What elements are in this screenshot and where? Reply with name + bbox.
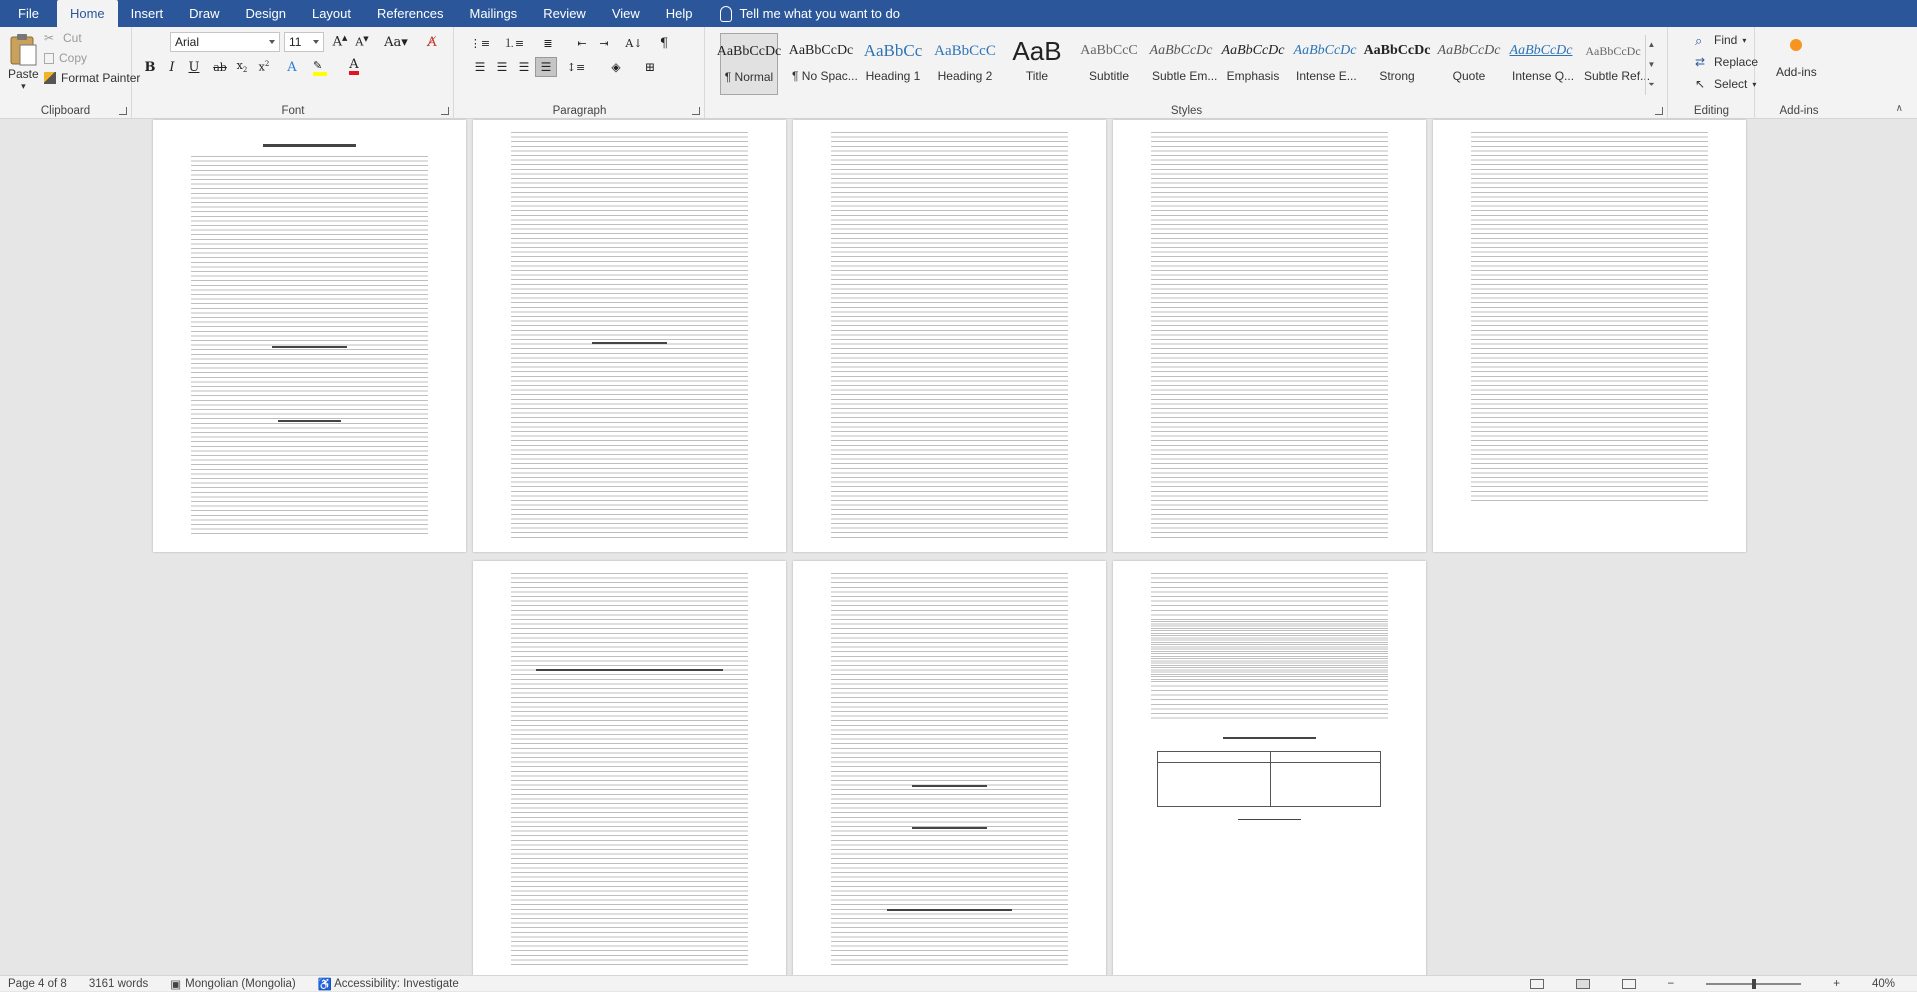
zoom-slider-thumb[interactable] <box>1752 979 1756 989</box>
italic-icon: I <box>169 59 175 75</box>
page-text-block <box>1471 132 1708 504</box>
justify-button[interactable] <box>535 57 557 77</box>
clipboard-group <box>0 27 141 119</box>
tab-mailings[interactable]: Mailings <box>469 6 518 21</box>
change-case-icon: Aa▾ <box>384 34 408 50</box>
web-layout-icon[interactable] <box>1622 979 1636 989</box>
show-formatting-button[interactable] <box>653 33 675 53</box>
paragraph-group <box>455 27 705 119</box>
addins-button[interactable] <box>1776 35 1817 79</box>
document-page[interactable] <box>1113 120 1426 552</box>
decrease-indent-icon: ⇤ <box>577 36 587 50</box>
justify-icon: ☰ <box>540 60 552 74</box>
style-normal[interactable] <box>716 33 782 95</box>
language-indicator[interactable]: Mongolian (Mongolia) <box>185 977 296 990</box>
shrink-font-button[interactable] <box>351 32 373 52</box>
document-page[interactable] <box>1113 561 1426 981</box>
paste-icon <box>8 33 38 67</box>
text-effects-icon: A <box>287 59 297 75</box>
style-strong[interactable] <box>1363 33 1431 95</box>
page-text-block <box>1151 132 1388 538</box>
numbering-icon: ⒈≡ <box>503 37 525 50</box>
underline-icon: U <box>188 59 200 75</box>
strikethrough-button[interactable] <box>209 57 231 77</box>
ribbon <box>0 27 1917 119</box>
tab-review[interactable]: Review <box>543 6 586 21</box>
align-right-icon: ☰ <box>518 60 530 74</box>
page-text-block <box>511 132 748 538</box>
cut-button[interactable] <box>44 31 82 45</box>
clipboard-group-label: Clipboard <box>40 105 91 117</box>
style-sample: AaBbCcC <box>934 42 996 59</box>
style-heading-1[interactable] <box>864 33 922 95</box>
style-heading-2[interactable] <box>936 33 994 95</box>
paragraph-launcher-icon[interactable] <box>692 107 700 115</box>
file-tab[interactable]: File <box>18 6 39 21</box>
section-heading-block <box>536 669 724 671</box>
superscript-icon: $x^2$ <box>258 60 270 74</box>
find-button[interactable]: ⌕ Find ▾ <box>1695 33 1747 48</box>
borders-button[interactable] <box>639 57 661 77</box>
accessibility-status[interactable]: Accessibility: Investigate <box>334 977 459 990</box>
sort-icon: A↓ <box>625 36 643 50</box>
page-heading-block <box>263 144 357 147</box>
bold-button[interactable] <box>139 57 161 77</box>
clear-formatting-icon: A̸ <box>427 34 437 50</box>
tell-me-text: Tell me what you want to do <box>739 6 900 21</box>
document-page[interactable] <box>1433 120 1746 552</box>
document-canvas[interactable] <box>0 120 1917 975</box>
tab-insert[interactable]: Insert <box>130 6 164 21</box>
font-launcher-icon[interactable] <box>441 107 449 115</box>
replace-icon: ⇄ <box>1695 55 1706 69</box>
font-family-value: Arial <box>175 35 200 49</box>
addins-group-label: Add-ins <box>1779 105 1819 117</box>
align-center-icon: ☰ <box>496 60 508 74</box>
format-painter-button[interactable] <box>44 71 140 85</box>
menu-bar <box>0 0 1917 27</box>
style-label: Title <box>1025 69 1049 83</box>
underline-button[interactable] <box>183 57 205 77</box>
style-label: Intense E... <box>1296 69 1357 83</box>
styles-launcher-icon[interactable] <box>1655 107 1663 115</box>
zoom-level[interactable]: 40% <box>1871 978 1895 990</box>
highlighter-icon: ✎ <box>313 59 327 76</box>
font-size-dropdown[interactable] <box>284 32 324 52</box>
increase-indent-button[interactable] <box>593 33 615 53</box>
sort-button[interactable] <box>623 33 645 53</box>
style-sample: AaBbCcDc <box>1293 43 1357 58</box>
style-quote[interactable] <box>1437 33 1501 95</box>
font-group-label: Font <box>281 105 305 117</box>
replace-label: Replace <box>1714 55 1759 69</box>
document-page[interactable] <box>153 120 466 552</box>
find-label: Find <box>1714 33 1738 47</box>
style-label: Subtle Ref... <box>1584 69 1651 83</box>
align-left-icon: ☰ <box>474 60 486 74</box>
style-sample: AaBbCcDc <box>1363 43 1431 58</box>
proofing-icon[interactable]: ▣ <box>170 978 182 991</box>
style-sample: AaBbCcDc <box>1585 43 1641 58</box>
tab-home[interactable]: Home <box>57 0 118 27</box>
style-label: Heading 2 <box>937 69 993 83</box>
copy-icon <box>44 53 54 64</box>
addins-button-label: Add-ins <box>1776 65 1817 79</box>
zoom-in-icon[interactable]: + <box>1833 978 1840 990</box>
cut-label: Cut <box>63 31 82 45</box>
print-layout-icon[interactable] <box>1576 979 1590 989</box>
tab-draw[interactable]: Draw <box>189 6 220 21</box>
style-label: Subtitle <box>1088 69 1130 83</box>
grow-font-button[interactable] <box>329 32 351 52</box>
increase-indent-icon: ⇥ <box>599 36 609 50</box>
style-sample: AaBbCcDc <box>1221 43 1285 58</box>
borders-icon: ⊞ <box>644 60 656 74</box>
shading-button[interactable] <box>605 57 627 77</box>
signature-table-divider <box>1270 752 1271 806</box>
signature-date-line <box>1238 819 1301 820</box>
shrink-font-icon: A▼ <box>355 35 369 49</box>
numbering-button[interactable] <box>503 33 525 53</box>
chevron-down-icon <box>269 40 275 44</box>
style-sample: AaBbCcDc <box>788 43 854 58</box>
format-painter-label: Format Painter <box>61 71 141 85</box>
style-subtle-emphasis[interactable] <box>1149 33 1218 95</box>
zoom-slider[interactable] <box>1706 983 1801 985</box>
style-sample: AaB <box>1012 35 1062 66</box>
replace-button[interactable] <box>1695 55 1758 69</box>
section-heading-block <box>887 909 1012 911</box>
style-label: Emphasis <box>1226 69 1280 83</box>
read-mode-icon[interactable] <box>1530 979 1544 989</box>
style-sample: AaBbCcDc <box>1149 43 1213 58</box>
section-heading-block <box>912 827 987 829</box>
italic-button[interactable] <box>161 57 183 77</box>
font-size-value: 11 <box>289 35 302 49</box>
addins-icon <box>1790 39 1802 51</box>
align-right-button[interactable] <box>513 57 535 77</box>
style-intense-emphasis[interactable] <box>1293 33 1357 95</box>
more-styles-icon: ⏷ <box>1648 80 1655 89</box>
style-emphasis[interactable] <box>1221 33 1285 95</box>
style-label: Intense Q... <box>1512 69 1575 83</box>
style-label: Strong <box>1379 69 1415 83</box>
font-group <box>133 27 454 119</box>
signature-table-row-line <box>1158 762 1380 763</box>
multilevel-list-button[interactable] <box>537 33 559 53</box>
style-label: ¶ Normal <box>724 70 774 84</box>
page-indicator[interactable]: Page 4 of 8 <box>8 977 67 990</box>
page-text-block <box>1151 621 1388 721</box>
section-heading-block <box>592 342 667 344</box>
style-label: Heading 1 <box>865 69 921 83</box>
copy-label: Copy <box>59 51 88 65</box>
page-text-block <box>831 132 1068 538</box>
chevron-down-icon <box>313 40 319 44</box>
paint-bucket-icon: ◈ <box>611 60 621 74</box>
accessibility-icon: ♿ <box>317 978 333 991</box>
scissors-icon: ✂ <box>44 31 55 45</box>
style-title[interactable] <box>1008 33 1066 95</box>
section-heading-block <box>278 420 341 422</box>
align-center-button[interactable] <box>491 57 513 77</box>
tab-view[interactable]: View <box>611 6 640 21</box>
select-label: Select <box>1714 77 1748 91</box>
tab-layout[interactable]: Layout <box>311 6 352 21</box>
font-color-icon: A <box>349 59 358 75</box>
clear-formatting-button[interactable] <box>421 32 443 52</box>
word-count[interactable]: 3161 words <box>88 977 149 990</box>
select-button[interactable]: ↖ Select ▾ <box>1695 77 1757 91</box>
line-spacing-icon: ↕≡ <box>566 60 586 74</box>
style-sample: AaBbCc <box>863 41 923 60</box>
tab-help[interactable]: Help <box>665 6 693 21</box>
subscript-icon: $x_2$ <box>236 59 248 75</box>
paragraph-group-label: Paragraph <box>552 105 607 117</box>
pilcrow-icon: ¶ <box>659 35 669 51</box>
copy-button[interactable] <box>44 51 87 65</box>
style-subtle-reference[interactable] <box>1584 33 1651 95</box>
addins-group <box>1756 27 1842 119</box>
subscript-button[interactable] <box>231 57 253 77</box>
document-page[interactable] <box>793 120 1106 552</box>
style-sample: AaBbCcC <box>1080 43 1138 58</box>
highlight-button[interactable] <box>309 57 331 77</box>
style-label: Quote <box>1452 69 1486 83</box>
style-subtitle[interactable] <box>1080 33 1138 95</box>
font-family-dropdown[interactable] <box>170 32 280 52</box>
cursor-icon: ↖ <box>1695 77 1706 91</box>
editing-group <box>1669 27 1759 119</box>
tell-me-search[interactable] <box>720 0 900 27</box>
style-sample: AaBbCcDc <box>1437 43 1501 58</box>
lightbulb-icon <box>720 6 732 22</box>
superscript-button[interactable] <box>253 57 275 77</box>
tab-design[interactable]: Design <box>245 6 286 21</box>
style-sample: AaBbCcDc <box>716 44 782 59</box>
paste-label: Paste <box>8 67 39 81</box>
style-label: Subtle Em... <box>1152 69 1218 83</box>
tab-references[interactable]: References <box>377 6 444 21</box>
bold-icon: B <box>144 59 156 75</box>
search-icon: ⌕ <box>1695 33 1703 48</box>
clipboard-launcher-icon[interactable] <box>119 107 127 115</box>
editing-group-label: Editing <box>1693 105 1730 117</box>
section-heading-block <box>1223 737 1317 739</box>
status-right-controls <box>1522 976 1909 992</box>
document-page[interactable] <box>473 120 786 552</box>
strikethrough-icon: ab <box>213 60 227 74</box>
change-case-button[interactable] <box>381 32 411 52</box>
style-intense-quote[interactable] <box>1509 33 1575 95</box>
styles-group <box>706 27 1668 119</box>
line-spacing-button[interactable] <box>565 57 587 77</box>
grow-font-icon: A▲ <box>332 34 348 50</box>
signature-table <box>1157 751 1381 807</box>
section-heading-block <box>912 785 987 787</box>
page-text-block <box>831 573 1068 967</box>
font-color-button[interactable] <box>343 57 365 77</box>
style-no-spacing[interactable] <box>788 33 858 95</box>
style-sample: AaBbCcDc <box>1509 43 1573 58</box>
styles-group-label: Styles <box>1170 105 1203 117</box>
multilevel-list-icon: ≣ <box>543 36 553 50</box>
section-heading-block <box>272 346 347 348</box>
bullets-button[interactable] <box>469 33 491 53</box>
status-bar <box>0 975 1917 991</box>
collapse-ribbon-icon[interactable]: ∧ <box>1895 103 1903 114</box>
bullets-icon: ⋮≡ <box>469 36 491 50</box>
chevron-up-icon: ▲ <box>1647 40 1656 49</box>
style-label: ¶ No Spac... <box>792 69 858 83</box>
align-left-button[interactable] <box>469 57 491 77</box>
chevron-down-icon: ▼ <box>1647 60 1656 69</box>
text-effects-button[interactable] <box>281 57 303 77</box>
styles-gallery-scroll[interactable] <box>1645 35 1657 95</box>
paste-button[interactable]: Paste ▾ <box>8 33 39 92</box>
page-text-block <box>511 573 748 967</box>
paintbrush-icon <box>44 72 56 84</box>
decrease-indent-button[interactable] <box>571 33 593 53</box>
document-page[interactable] <box>793 561 1106 981</box>
zoom-out-icon[interactable]: − <box>1667 978 1675 990</box>
document-page[interactable] <box>473 561 786 981</box>
